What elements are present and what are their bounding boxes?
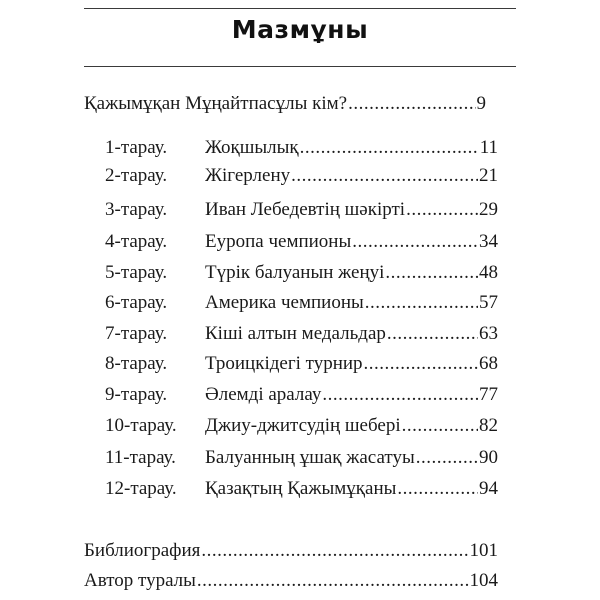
chapter-number: 3-тарау. [105,199,168,220]
dot-leader [322,383,478,407]
chapter-title: Жігерлену [205,165,291,186]
chapter-number: 9-тарау. [105,384,168,405]
chapter-page-number: 11 [479,137,498,158]
toc-entry-chapter-3 [105,198,498,222]
chapter-title: Түрік балуанын жеңуі [205,262,385,283]
toc-entry-chapter-2 [105,164,498,188]
chapter-page-number: 48 [479,262,498,283]
chapter-number: 7-тарау. [105,323,168,344]
dot-leader [364,352,478,376]
top-rule [84,8,516,9]
dot-leader [197,569,469,593]
chapter-title: Еуропа чемпионы [205,231,352,252]
chapter-page-number: 34 [479,231,498,252]
toc-entry-chapter-8 [105,352,498,376]
toc-entry-chapter-5 [105,261,498,285]
chapter-number: 6-тарау. [105,292,168,313]
chapter-number: 10-тарау. [105,415,177,436]
chapter-page-number: 77 [479,384,498,405]
toc-entry-chapter-4 [105,230,498,254]
toc-entry-chapter-7 [105,322,498,346]
dot-leader [352,230,478,254]
entry-label: Автор туралы [84,570,196,591]
dot-leader [291,164,478,188]
chapter-page-number: 82 [479,415,498,436]
dot-leader [365,291,478,315]
toc-entry-chapter-6 [105,291,498,315]
chapter-number: 1-тарау. [105,137,168,158]
toc-entry-chapter-12 [105,477,498,501]
toc-entry-about-author [84,569,498,593]
chapter-number: 8-тарау. [105,353,168,374]
chapter-page-number: 94 [479,478,498,499]
toc-entry-chapter-1 [105,136,498,160]
toc-entry-chapter-10 [105,414,498,438]
toc-entry-intro [84,92,486,116]
chapter-title: Кіші алтын медальдар [205,323,386,344]
dot-leader [406,198,478,222]
entry-page-number: 9 [476,93,486,114]
chapter-page-number: 29 [479,199,498,220]
chapter-title: Джиу-джитсудің шебері [205,415,401,436]
chapter-number: 5-тарау. [105,262,168,283]
chapter-page-number: 57 [479,292,498,313]
chapter-number: 12-тарау. [105,478,177,499]
dot-leader [300,136,479,160]
chapter-number: 2-тарау. [105,165,168,186]
title-rule [84,66,516,67]
chapter-title: Әлемді аралау [205,384,322,405]
entry-label: Қажымұқан Мұңайтпасұлы кім? [84,93,348,114]
chapter-number: 4-тарау. [105,231,168,252]
toc-entry-bibliography [84,539,498,563]
dot-leader [387,322,478,346]
chapter-number: 11-тарау. [105,447,176,468]
dot-leader [416,446,478,470]
chapter-page-number: 68 [479,353,498,374]
entry-label: Библиография [84,540,201,561]
toc-entry-chapter-11 [105,446,498,470]
chapter-title: Америка чемпионы [205,292,364,313]
chapter-title: Троицкідегі турнир [205,353,363,374]
chapter-page-number: 21 [479,165,498,186]
page-title: Мазмұны [231,15,369,44]
entry-page-number: 101 [469,540,498,561]
dot-leader [201,539,468,563]
dot-leader [348,92,475,116]
chapter-title: Қазақтың Қажымұқаны [205,478,397,499]
chapter-page-number: 90 [479,447,498,468]
entry-page-number: 104 [469,570,498,591]
dot-leader [402,414,478,438]
dot-leader [385,261,478,285]
chapter-title: Балуанның ұшақ жасатуы [205,447,415,468]
toc-entry-chapter-9 [105,383,498,407]
chapter-title: Иван Лебедевтің шәкірті [205,199,406,220]
chapter-page-number: 63 [479,323,498,344]
chapter-title: Жоқшылық [205,137,299,158]
dot-leader [397,477,478,501]
